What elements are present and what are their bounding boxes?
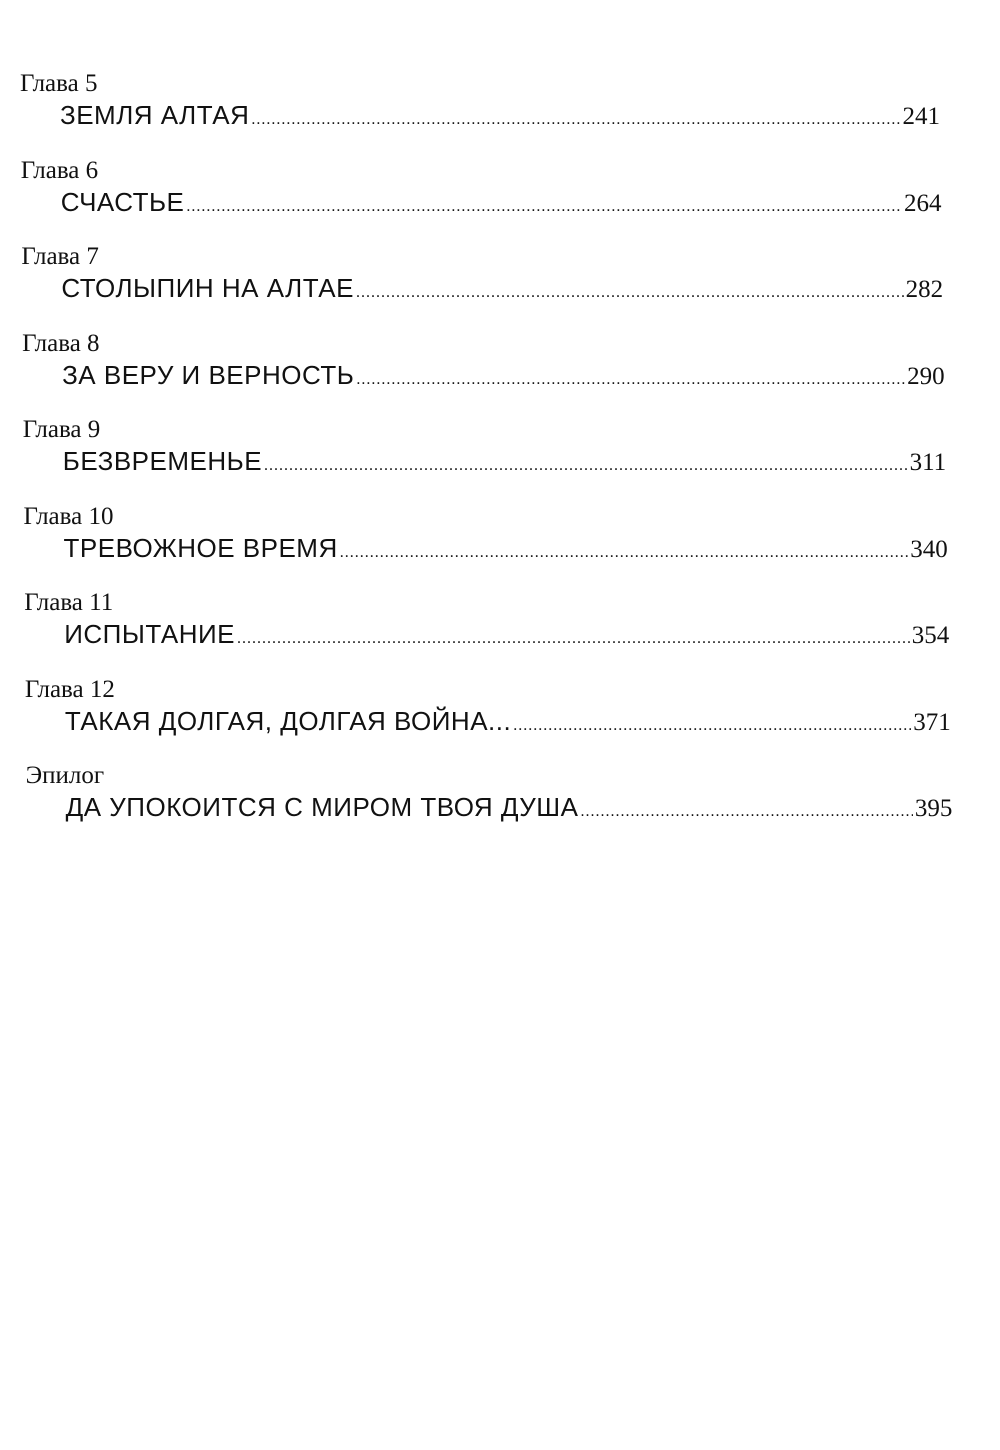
chapter-label: Эпилог: [25, 762, 105, 789]
toc-line: [64, 531, 948, 570]
dot-leader: [356, 363, 905, 397]
dot-leader: [340, 536, 908, 570]
dot-leader: [580, 795, 912, 829]
toc-entry: [0, 70, 1000, 150]
chapter-title: СЧАСТЬЕ: [60, 186, 185, 217]
toc-line: [63, 444, 946, 483]
toc-entry: [0, 330, 1000, 410]
toc-entry: [0, 243, 1000, 323]
chapter-label: Глава 10: [23, 502, 114, 530]
dot-leader: [356, 276, 904, 310]
chapter-label: Глава 5: [20, 70, 98, 97]
dot-leader: [264, 449, 908, 483]
chapter-label: Глава 8: [22, 329, 100, 357]
chapter-title: ТРЕВОЖНОЕ ВРЕМЯ: [63, 532, 338, 563]
toc-line: [64, 617, 949, 656]
page-number: 282: [905, 276, 944, 303]
toc-entry: [0, 416, 1000, 496]
page-number: 264: [904, 189, 942, 217]
chapter-title: ЗЕМЛЯ АЛТАЯ: [60, 100, 250, 130]
toc-entry: [0, 157, 1000, 237]
page-number: 354: [911, 622, 950, 649]
chapter-title: ТАКАЯ ДОЛГАЯ, ДОЛГАЯ ВОЙНА...: [64, 705, 512, 736]
toc-line: [65, 704, 951, 743]
chapter-label: Глава 9: [22, 416, 101, 443]
chapter-title: ДА УПОКОИТСЯ С МИРОМ ТВОЯ ДУША: [65, 792, 579, 822]
chapter-title: ЗА ВЕРУ И ВЕРНОСТЬ: [62, 359, 355, 390]
chapter-label: Глава 11: [24, 589, 114, 616]
chapter-title: ИСПЫТАНИЕ: [64, 619, 236, 649]
chapter-title: БЕЗВРЕМЕНЬЕ: [62, 446, 263, 476]
page-number: 311: [909, 449, 947, 476]
toc-line: [66, 790, 953, 829]
page-number: 371: [913, 708, 951, 736]
dot-leader: [237, 622, 910, 656]
toc-line: [60, 98, 940, 137]
toc-line: [62, 358, 945, 397]
toc-line: [61, 185, 942, 224]
toc-entry: [0, 503, 1000, 583]
dot-leader: [513, 709, 911, 743]
toc-entry: [0, 762, 1000, 842]
toc-line: [61, 271, 943, 310]
chapter-title: СТОЛЫПИН НА АЛТАЕ: [61, 273, 354, 303]
page-number: 290: [907, 362, 945, 390]
toc-entry: [0, 589, 1000, 669]
chapter-label: Глава 7: [21, 243, 99, 270]
toc-entry: [0, 676, 1000, 756]
dot-leader: [251, 103, 900, 137]
page-number: 395: [914, 795, 953, 822]
chapter-label: Глава 6: [20, 156, 99, 184]
dot-leader: [186, 190, 902, 224]
page-number: 340: [910, 535, 948, 563]
chapter-label: Глава 12: [24, 675, 115, 703]
page-number: 241: [902, 103, 940, 130]
